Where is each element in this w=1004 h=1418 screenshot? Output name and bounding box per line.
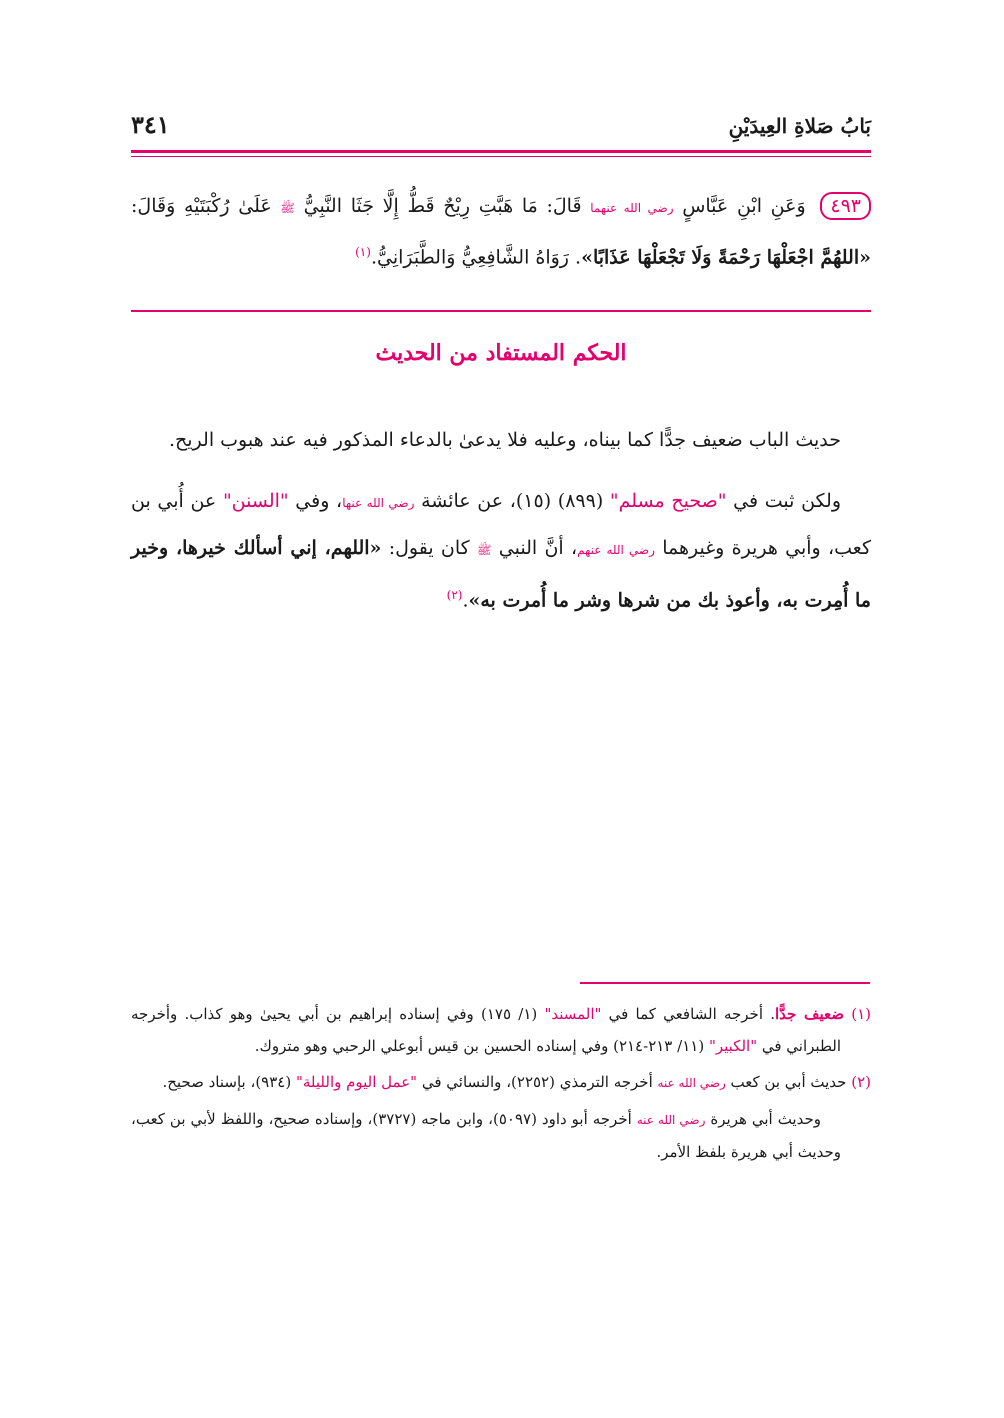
para2-text-b: (٨٩٩) (١٥)، عن عائشة bbox=[421, 490, 610, 512]
body-paragraph-1: حديث الباب ضعيف جدًّا كما بيناه، وعليه فلا يدعىٰ بالدعاء المذكور فيه عند هبوب الريح. bbox=[168, 429, 841, 451]
header-rule-thin bbox=[131, 156, 871, 157]
footnote-2-text-b: أخرجه الترمذي (٢٢٥٢)، والنسائي في bbox=[417, 1073, 658, 1091]
footnote-1-number: (١) bbox=[851, 1005, 871, 1023]
body-paragraph-2 bbox=[131, 479, 871, 623]
para2-text-c: ، وفي bbox=[288, 490, 343, 512]
footnote-ref-1[interactable]: (١) bbox=[355, 245, 371, 259]
salutation-glyph: ﷺ bbox=[477, 543, 492, 557]
footnote-1-text-b: (١/ ١٧٥) وفي إسناده إبراهيم بن أبي يحيىٰ وهو كذاب. وأخرجه الطبراني في bbox=[131, 1005, 841, 1055]
footnote-1-text-c: (١١/ ٢١٣-٢١٤) وفي إسناده الحسين بن قيس أبوعلي الرحبي وهو متروك. bbox=[254, 1037, 709, 1055]
hadith-quote: «اللهُمَّ اجْعَلْهَا رَحْمَةً وَلَا تَجْعَلْهَا عَذَابًا» bbox=[581, 246, 871, 269]
hadith-text-4: . رَوَاهُ الشَّافِعِيُّ وَالطَّبَرَانِيُّ. bbox=[370, 246, 582, 269]
prophetic-supplication: «اللهم، إني أسألك خيرها، وخير ما أُمِرت به، وأعوذ بك من شرها وشر ما أُمرت به» bbox=[131, 537, 871, 612]
para2-text-f: كان يقول: bbox=[381, 537, 477, 559]
footnote-2-text-c: (٩٣٤)، بإسناد صحيح. bbox=[162, 1073, 296, 1091]
footnote-1-grade: ضعيف جدًّا bbox=[774, 1005, 844, 1023]
hadith-text-2: قَالَ: مَا هَبَّتِ رِيْحٌ قَطُّ إِلَّا جَثَا النَّبِيُّ bbox=[303, 195, 582, 217]
section-title: الحكم المستفاد من الحديث bbox=[375, 340, 627, 366]
hadith-number-badge: ٤٩٣ bbox=[820, 192, 871, 220]
hadith-block bbox=[131, 184, 871, 279]
salutation-glyph: ﷺ bbox=[280, 201, 295, 215]
honorific-glyph: رضي الله عنهما bbox=[590, 201, 674, 215]
honorific-glyph: رضي الله عنها bbox=[342, 496, 415, 510]
footnote-separator bbox=[580, 982, 870, 984]
page-number: ٣٤١ bbox=[131, 110, 170, 139]
footnote-1 bbox=[131, 998, 871, 1062]
header-rule-thick bbox=[131, 150, 871, 153]
footnote-2-text-a: حديث أبي بن كعب bbox=[730, 1073, 847, 1091]
footnotes bbox=[131, 998, 871, 1168]
body-text bbox=[131, 418, 871, 639]
footnote-1-text-a: . أخرجه الشافعي كما في bbox=[601, 1005, 775, 1023]
para2-end: . bbox=[462, 589, 469, 612]
source-amal-al-yawm: "عمل اليوم والليلة" bbox=[295, 1073, 418, 1091]
footnote-2 bbox=[131, 1066, 871, 1099]
chapter-title: بَابُ صَلاةِ العِيدَيْنِ bbox=[728, 114, 871, 138]
para2-text-a: ولكن ثبت في bbox=[726, 490, 842, 512]
hadith-text-1: وَعَنِ ابْنِ عَبَّاسٍ bbox=[682, 195, 806, 217]
honorific-glyph: رضي الله عنه bbox=[657, 1076, 726, 1090]
footnote-3-text-b: أخرجه أبو داود (٥٠٩٧)، وابن ماجه (٣٧٢٧)، وإسناده صحيح، واللفظ لأبي بن كعب، وحديث أبي هريرة بلفظ الأمر. bbox=[131, 1110, 841, 1161]
footnote-2-number: (٢) bbox=[851, 1073, 871, 1091]
source-sahih-muslim: "صحيح مسلم" bbox=[609, 490, 727, 512]
footnote-ref-2[interactable]: (٢) bbox=[446, 588, 463, 602]
honorific-glyph: رضي الله عنهم bbox=[577, 543, 655, 557]
hadith-text-3: عَلَىٰ رُكْبَتَيْهِ وَقَالَ: bbox=[131, 195, 272, 217]
honorific-glyph: رضي الله عنه bbox=[636, 1113, 706, 1127]
footnote-3-text-a: وحديث أبي هريرة bbox=[710, 1110, 821, 1128]
para2-text-d: عن أُبي بن كعب، وأبي هريرة وغيرهما bbox=[131, 490, 871, 559]
source-sunan: "السنن" bbox=[222, 490, 289, 512]
hadith-separator bbox=[131, 310, 871, 312]
footnote-2-continuation bbox=[131, 1103, 871, 1168]
source-kabir: "الكبير" bbox=[708, 1037, 758, 1055]
running-header bbox=[131, 108, 871, 148]
source-musnad: "المسند" bbox=[544, 1005, 602, 1023]
para2-text-e: ، أنَّ النبي bbox=[498, 537, 578, 559]
